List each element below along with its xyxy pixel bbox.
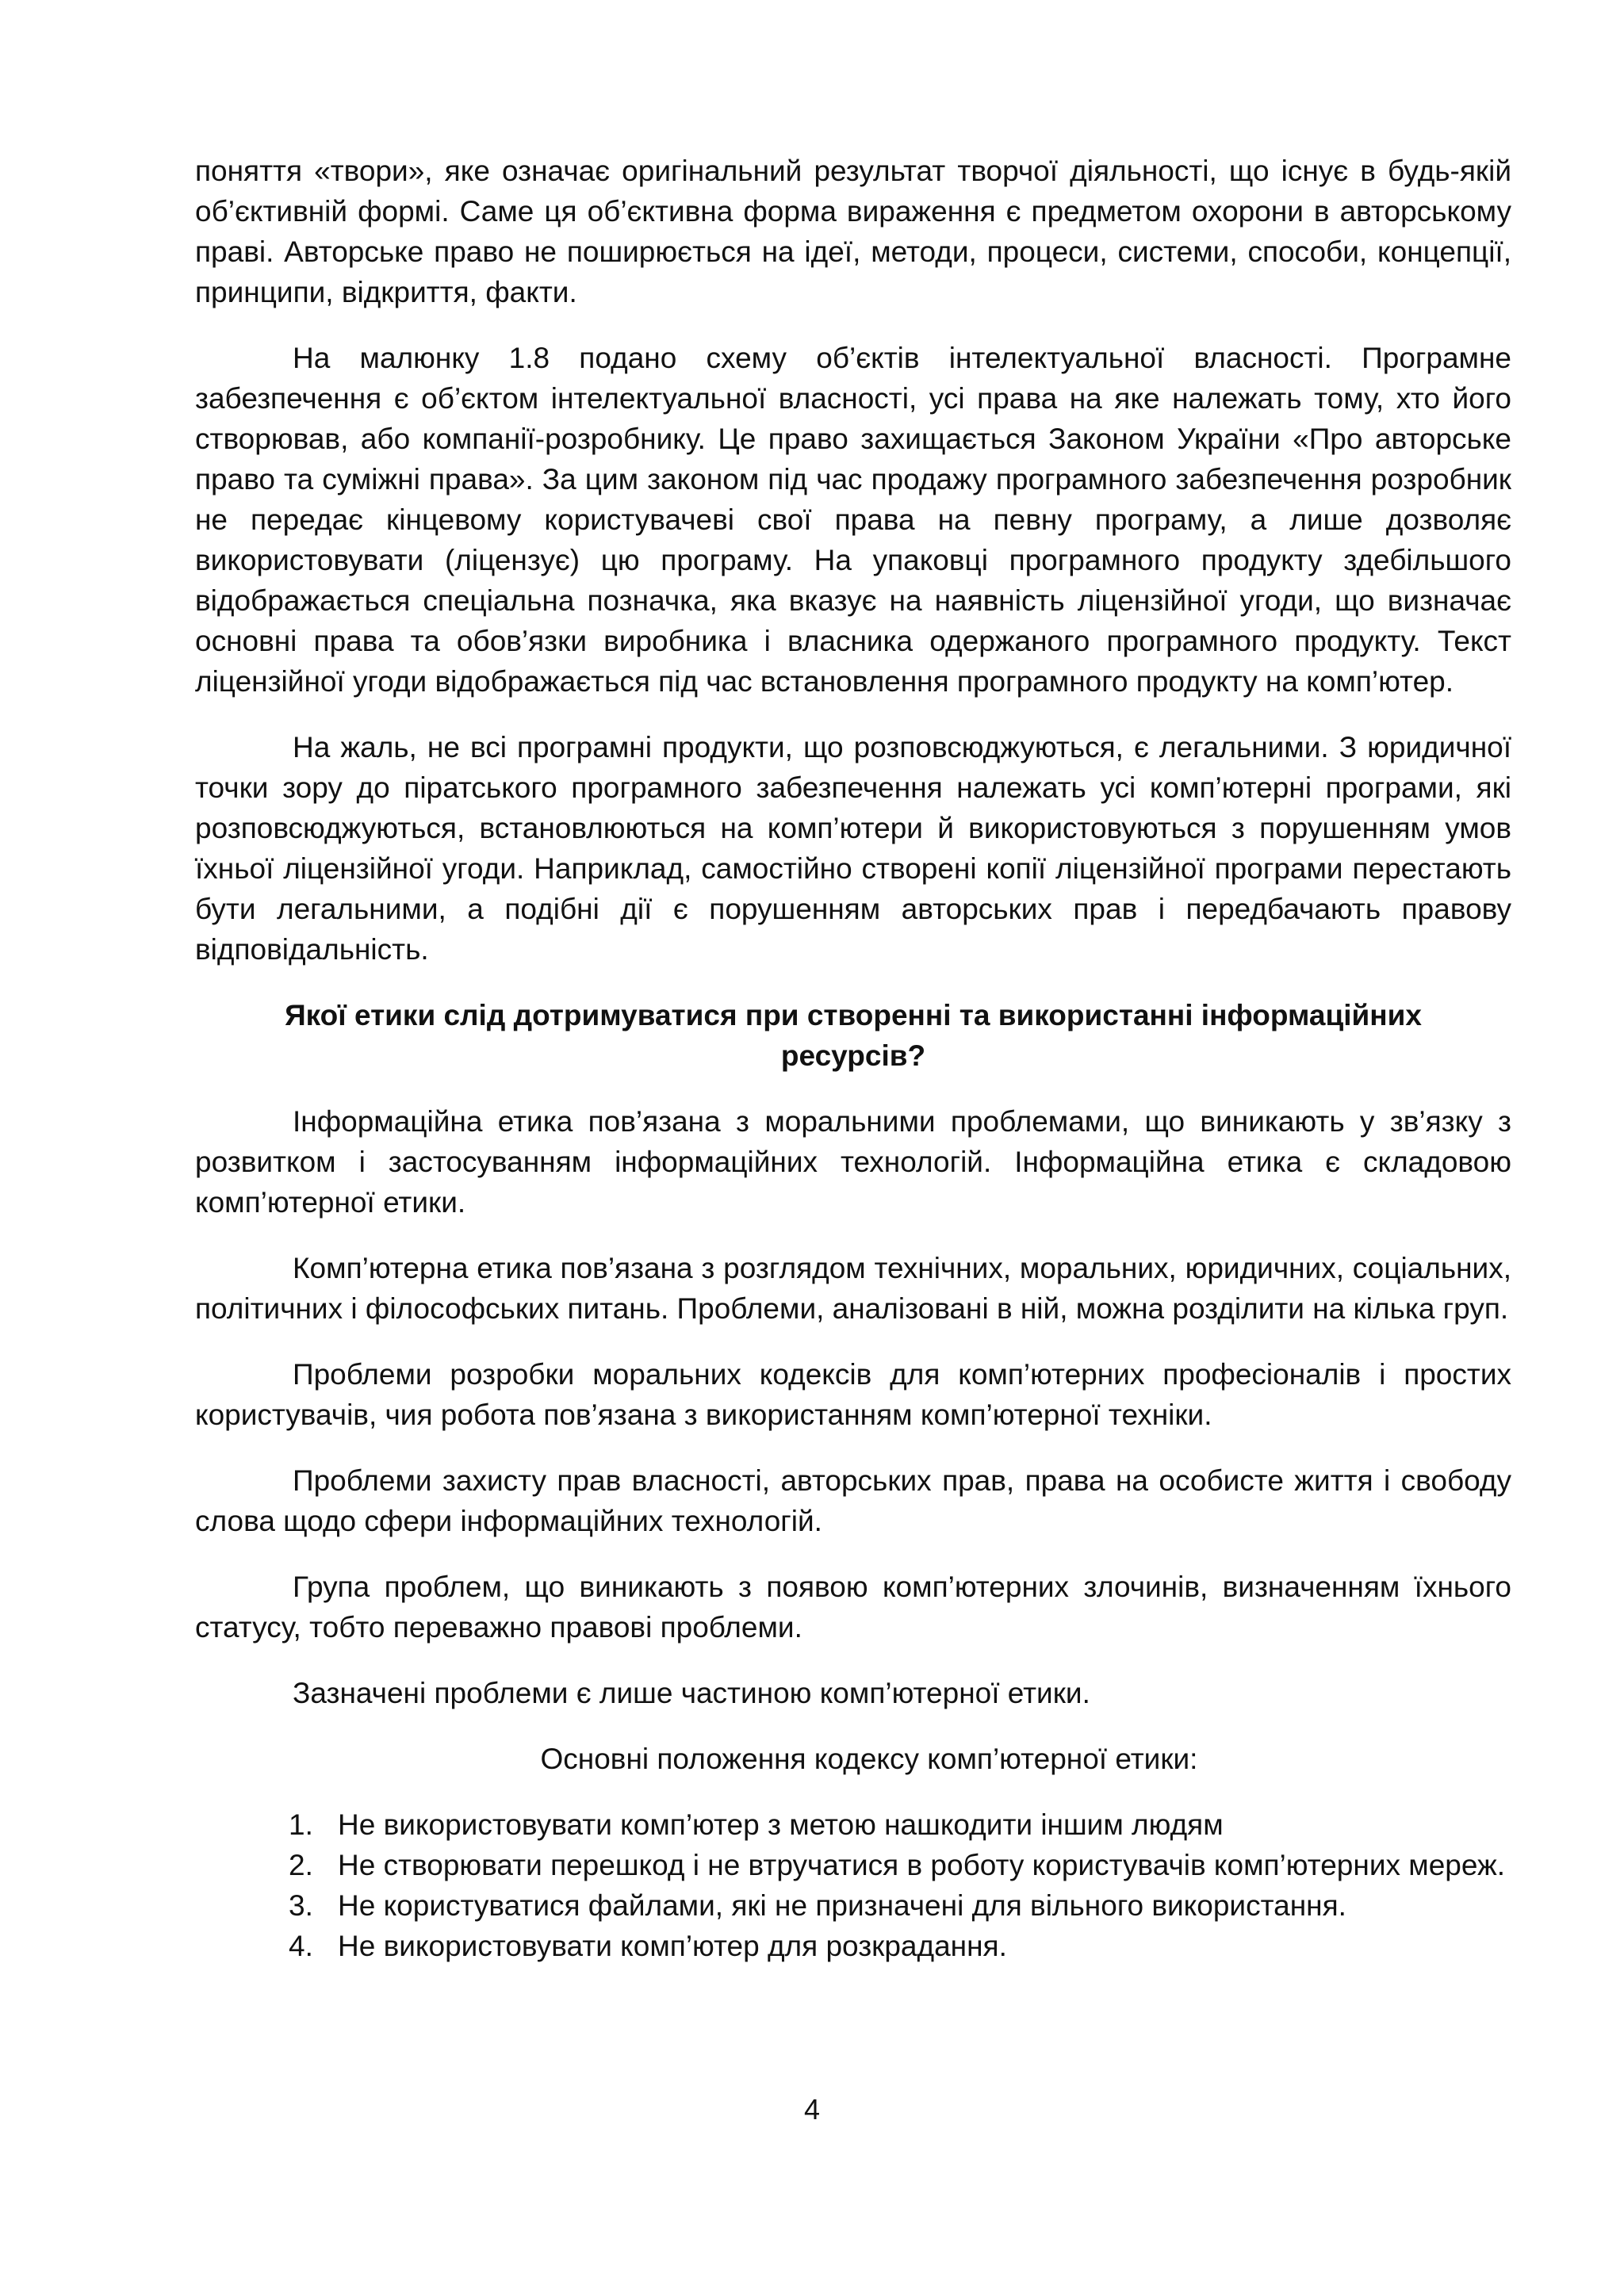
document-page: [195, 151, 1511, 1966]
list-item-text: Не використовувати комп’ютер для розкрадання.: [338, 1930, 1007, 1962]
list-item: [289, 1804, 1511, 1845]
page-number: 4: [803, 2093, 821, 2126]
ethics-code-list: [195, 1804, 1511, 1966]
list-item: [289, 1845, 1511, 1885]
list-item-number: 2.: [289, 1849, 313, 1881]
list-item-text: Не користуватися файлами, які не призначені для вільного використання.: [338, 1889, 1346, 1922]
paragraph-information-ethics: Інформаційна етика пов’язана з моральними проблемами, що виникають у зв’язку з розвитком і застосуванням інформаційних технологій. Інформаційна етика є складовою комп’ютерної етики.: [195, 1105, 1511, 1219]
code-title: Основні положення кодексу комп’ютерної етики:: [540, 1743, 1198, 1775]
paragraph-computer-ethics: Комп’ютерна етика пов’язана з розглядом технічних, моральних, юридичних, соціальних, політичних і філософських питань. Проблеми, аналізовані в ній, можна розділити на кілька груп.: [195, 1252, 1511, 1325]
paragraph-property-rights: Проблеми захисту прав власності, авторських прав, права на особисте життя і свободу слова щодо сфери інформаційних технологій.: [195, 1464, 1511, 1537]
list-item-text: Не створювати перешкод і не втручатися в роботу користувачів комп’ютерних мереж.: [338, 1849, 1506, 1881]
list-item: [289, 1926, 1511, 1966]
section-heading: Якої етики слід дотримуватися при створенні та використанні інформаційних ресурсів?: [285, 999, 1422, 1072]
paragraph-works-concept: поняття «твори», яке означає оригінальний результат творчої діяльності, що існує в будь-якій об’єктивній формі. Саме ця об’єктивна форма вираження є предметом охорони в авторському праві. Авторське право не поширюється на ідеї, методи, процеси, системи, способи, концепції, принципи, відкриття, факти.: [195, 155, 1511, 308]
list-item-number: 4.: [289, 1930, 313, 1962]
paragraph-computer-crimes: Група проблем, що виникають з появою комп’ютерних злочинів, визначенням їхнього статусу, тобто переважно правові проблеми.: [195, 1571, 1511, 1644]
list-item-text: Не використовувати комп’ютер з метою нашкодити іншим людям: [338, 1808, 1224, 1841]
paragraph-summary: Зазначені проблеми є лише частиною комп’ютерної етики.: [293, 1677, 1090, 1709]
paragraph-moral-codes: Проблеми розробки моральних кодексів для комп’ютерних професіоналів і простих користувачів, чия робота пов’язана з використанням комп’ютерної техніки.: [195, 1358, 1511, 1431]
paragraph-piracy: На жаль, не всі програмні продукти, що розповсюджуються, є легальними. З юридичної точки зору до піратського програмного забезпечення належать усі комп’ютерні програми, які розповсюджуються, встановлюються на комп’ютери й використовуються з порушенням умов їхньої ліцензійної угоди. Наприклад, самостійно створені копії ліцензійної програми перестають бути легальними, а подібні дії є порушенням авторських прав і передбачають правову відповідальність.: [195, 731, 1511, 966]
list-item-number: 3.: [289, 1889, 313, 1922]
list-item-number: 1.: [289, 1808, 313, 1841]
paragraph-software-ip: На малюнку 1.8 подано схему об’єктів інтелектуальної власності. Програмне забезпечення є об’єктом інтелектуальної власності, усі права на яке належать тому, хто його створював, або компанії-розробнику. Це право захищається Законом України «Про авторське право та суміжні права». За цим законом під час продажу програмного забезпечення розробник не передає кінцевому користувачеві свої права на певну програму, а лише дозволяє використовувати (ліцензує) цю програму. На упаковці програмного продукту здебільшого відображається спеціальна позначка, яка вказує на наявність ліцензійної угоди, що визначає основні права та обов’язки виробника і власника одержаного програмного продукту. Текст ліцензійної угоди відображається під час встановлення програмного продукту на комп’ютер.: [195, 342, 1511, 698]
list-item: [289, 1885, 1511, 1926]
